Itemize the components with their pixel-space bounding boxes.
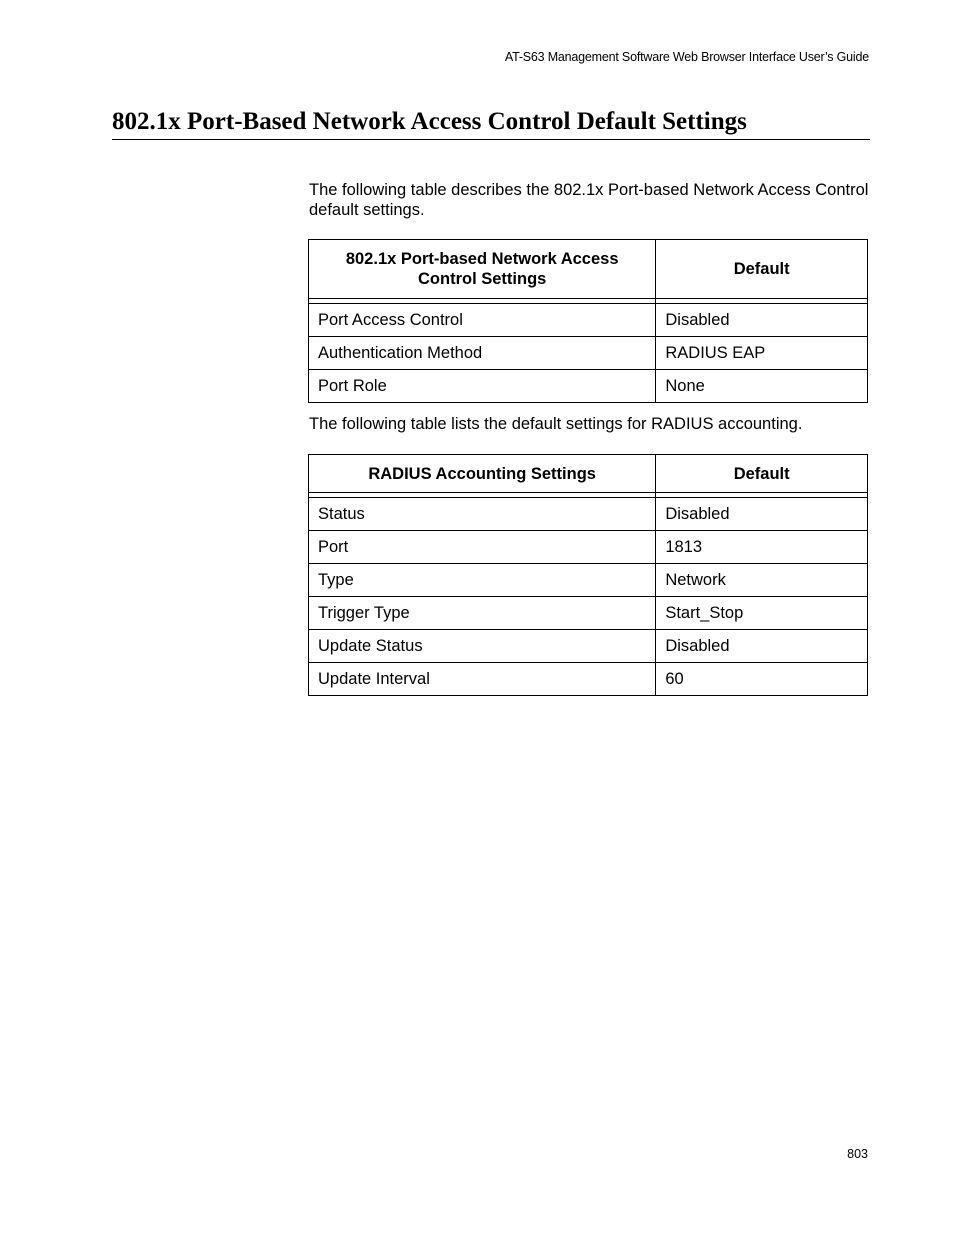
default-value-cell: Disabled <box>656 630 868 663</box>
default-value-cell: 60 <box>656 663 868 696</box>
default-value-cell: 1813 <box>656 531 868 564</box>
setting-name-cell: Type <box>309 564 656 597</box>
table-header-row <box>309 240 868 299</box>
setting-name-cell: Trigger Type <box>309 597 656 630</box>
table-row <box>309 630 868 663</box>
table-header-row <box>309 455 868 493</box>
port-access-defaults-table <box>308 239 868 403</box>
table-row <box>309 337 868 370</box>
setting-name-cell: Status <box>309 498 656 531</box>
column-header-default: Default <box>656 455 868 493</box>
running-header: AT-S63 Management Software Web Browser Interface User’s Guide <box>504 50 869 64</box>
setting-name-cell: Authentication Method <box>309 337 656 370</box>
table-row <box>309 304 868 337</box>
column-header-default: Default <box>656 240 868 299</box>
default-value-cell: RADIUS EAP <box>656 337 868 370</box>
default-value-cell: Disabled <box>656 304 868 337</box>
default-value-cell: None <box>656 370 868 403</box>
default-value-cell: Network <box>656 564 868 597</box>
section-title: 802.1x Port-Based Network Access Control Default Settings <box>112 108 870 140</box>
setting-name-cell: Update Interval <box>309 663 656 696</box>
setting-name-cell: Update Status <box>309 630 656 663</box>
setting-name-cell: Port Access Control <box>309 304 656 337</box>
table-row <box>309 498 868 531</box>
radius-paragraph: The following table lists the default settings for RADIUS accounting. <box>309 415 803 433</box>
table-row <box>309 663 868 696</box>
table-row <box>309 564 868 597</box>
setting-name-cell: Port Role <box>309 370 656 403</box>
setting-name-cell: Port <box>309 531 656 564</box>
table-row <box>309 531 868 564</box>
table-row <box>309 597 868 630</box>
column-header-setting: RADIUS Accounting Settings <box>309 455 656 493</box>
intro-paragraph: The following table describes the 802.1x Port-based Network Access Control default settings. <box>309 181 869 219</box>
radius-accounting-defaults-table <box>308 454 868 696</box>
page-number: 803 <box>847 1147 868 1161</box>
column-header-setting: 802.1x Port-based Network Access Control Settings <box>309 240 656 299</box>
table-row <box>309 370 868 403</box>
default-value-cell: Start_Stop <box>656 597 868 630</box>
default-value-cell: Disabled <box>656 498 868 531</box>
